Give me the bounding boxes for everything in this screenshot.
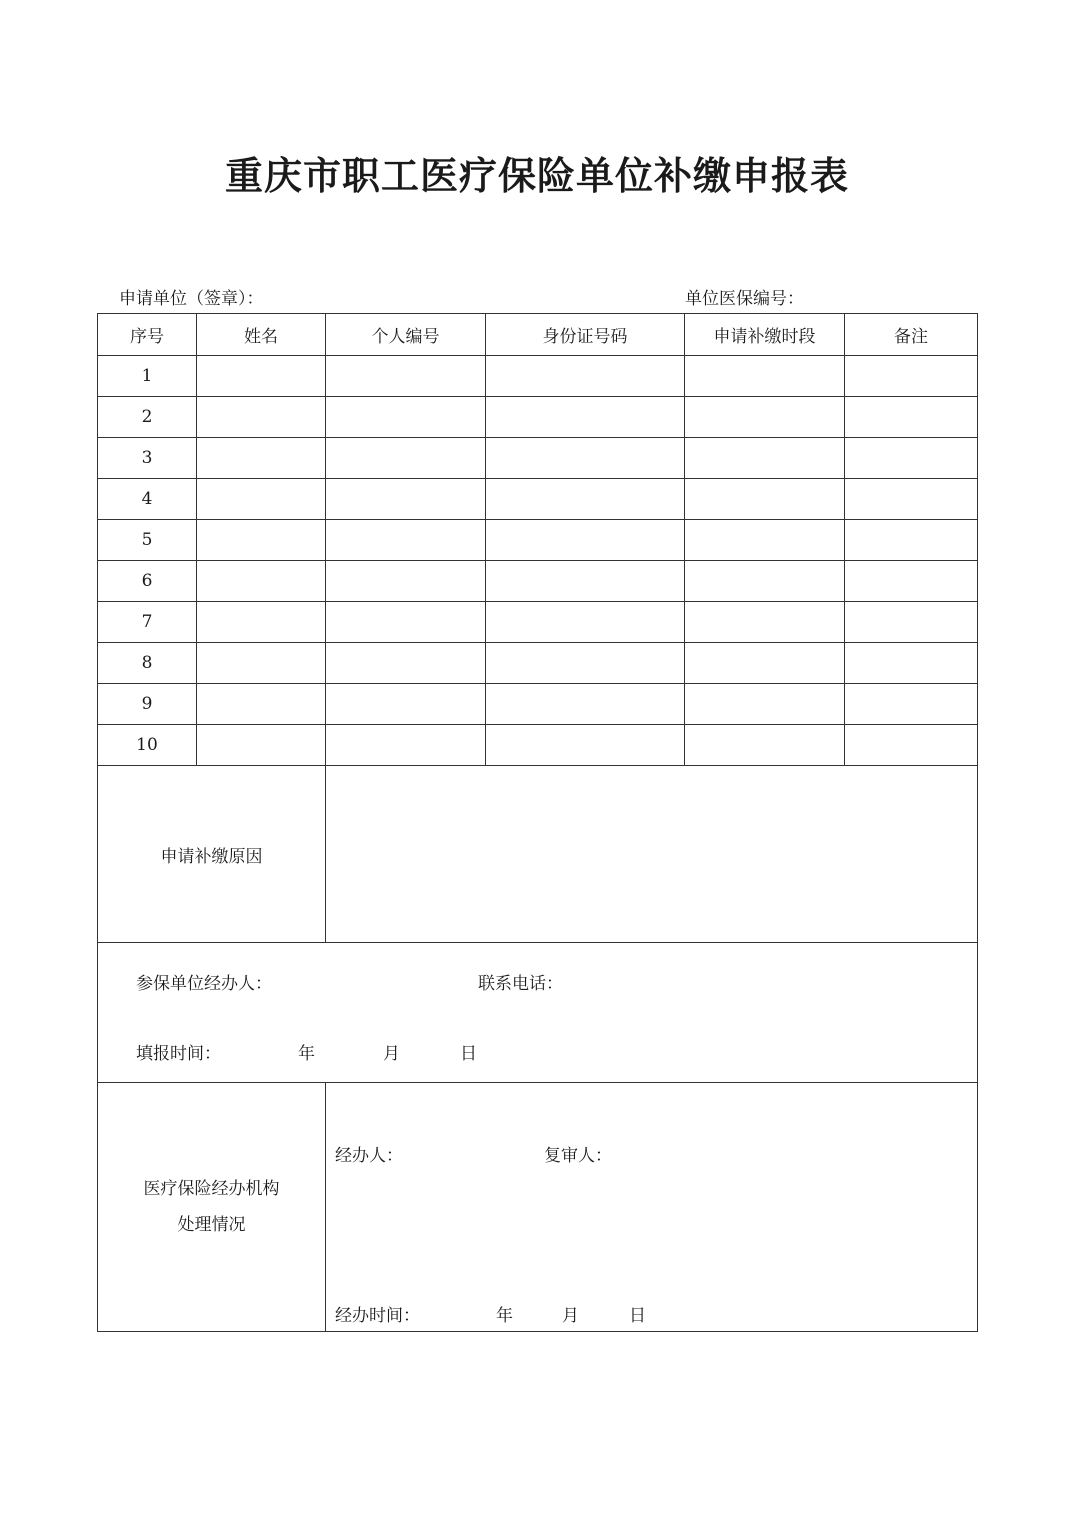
name-cell[interactable] (197, 356, 326, 397)
table-row (98, 438, 978, 479)
period-cell[interactable] (685, 561, 845, 602)
reviewer-label: 复审人： (544, 1146, 612, 1166)
table-row (98, 397, 978, 438)
unit-handler-label: 参保单位经办人： (136, 974, 272, 994)
name-cell[interactable] (197, 397, 326, 438)
agency-processing-cell[interactable] (326, 1083, 978, 1332)
personal-id-cell[interactable] (326, 561, 486, 602)
processing-day-label: 日 (629, 1306, 646, 1326)
reason-label: 申请补缴原因 (98, 766, 326, 943)
supplement-form-table (97, 313, 978, 1332)
personal-id-cell[interactable] (326, 520, 486, 561)
agency-label-cell (98, 1083, 326, 1332)
period-cell[interactable] (685, 684, 845, 725)
remarks-cell[interactable] (845, 602, 978, 643)
applicant-unit-label: 申请单位（签章）： (119, 289, 264, 309)
period-cell[interactable] (685, 397, 845, 438)
id-card-cell[interactable] (486, 438, 685, 479)
col-header-period: 申请补缴时段 (685, 314, 845, 356)
table-header-row (98, 314, 978, 356)
row-seq: 7 (98, 602, 197, 643)
table-row (98, 725, 978, 766)
row-seq: 5 (98, 520, 197, 561)
row-seq: 2 (98, 397, 197, 438)
applicant-info-cell[interactable] (98, 943, 978, 1083)
fill-day-label: 日 (460, 1044, 477, 1064)
table-row (98, 520, 978, 561)
period-cell[interactable] (685, 520, 845, 561)
name-cell[interactable] (197, 725, 326, 766)
name-cell[interactable] (197, 602, 326, 643)
id-card-cell[interactable] (486, 479, 685, 520)
name-cell[interactable] (197, 561, 326, 602)
remarks-cell[interactable] (845, 356, 978, 397)
personal-id-cell[interactable] (326, 643, 486, 684)
row-seq: 6 (98, 561, 197, 602)
reason-input-area[interactable] (326, 766, 978, 943)
remarks-cell[interactable] (845, 643, 978, 684)
remarks-cell[interactable] (845, 479, 978, 520)
id-card-cell[interactable] (486, 520, 685, 561)
table-row (98, 356, 978, 397)
contact-phone-label: 联系电话： (478, 974, 563, 994)
period-cell[interactable] (685, 438, 845, 479)
id-card-cell[interactable] (486, 356, 685, 397)
remarks-cell[interactable] (845, 397, 978, 438)
id-card-cell[interactable] (486, 602, 685, 643)
id-card-cell[interactable] (486, 561, 685, 602)
period-cell[interactable] (685, 356, 845, 397)
personal-id-cell[interactable] (326, 684, 486, 725)
agency-processing-row (98, 1083, 978, 1332)
period-cell[interactable] (685, 479, 845, 520)
name-cell[interactable] (197, 438, 326, 479)
name-cell[interactable] (197, 520, 326, 561)
fill-month-label: 月 (383, 1044, 400, 1064)
personal-id-cell[interactable] (326, 356, 486, 397)
form-title: 重庆市职工医疗保险单位补缴申报表 (224, 153, 849, 198)
processing-date-label: 经办时间： (335, 1306, 420, 1326)
processing-month-label: 月 (562, 1306, 579, 1326)
period-cell[interactable] (685, 643, 845, 684)
table-row (98, 643, 978, 684)
id-card-cell[interactable] (486, 684, 685, 725)
remarks-cell[interactable] (845, 561, 978, 602)
personal-id-cell[interactable] (326, 725, 486, 766)
id-card-cell[interactable] (486, 397, 685, 438)
table-row (98, 479, 978, 520)
name-cell[interactable] (197, 684, 326, 725)
remarks-cell[interactable] (845, 520, 978, 561)
unit-insurance-number-label: 单位医保编号： (685, 289, 804, 309)
row-seq: 8 (98, 643, 197, 684)
row-seq: 9 (98, 684, 197, 725)
remarks-cell[interactable] (845, 725, 978, 766)
row-seq: 4 (98, 479, 197, 520)
table-row (98, 684, 978, 725)
remarks-cell[interactable] (845, 438, 978, 479)
applicant-info-row (98, 943, 978, 1083)
col-header-seq: 序号 (98, 314, 197, 356)
remarks-cell[interactable] (845, 684, 978, 725)
personal-id-cell[interactable] (326, 397, 486, 438)
processing-year-label: 年 (496, 1306, 513, 1326)
row-seq: 1 (98, 356, 197, 397)
col-header-personal-id: 个人编号 (326, 314, 486, 356)
personal-id-cell[interactable] (326, 438, 486, 479)
agency-label-line2: 处理情况 (177, 1215, 246, 1235)
name-cell[interactable] (197, 643, 326, 684)
fill-date-label: 填报时间： (136, 1044, 221, 1064)
fill-year-label: 年 (298, 1044, 315, 1064)
row-seq: 10 (98, 725, 197, 766)
agency-handler-label: 经办人： (335, 1146, 403, 1166)
col-header-remarks: 备注 (845, 314, 978, 356)
col-header-id-card: 身份证号码 (486, 314, 685, 356)
reason-row (98, 766, 978, 943)
table-row (98, 602, 978, 643)
table-row (98, 561, 978, 602)
period-cell[interactable] (685, 602, 845, 643)
col-header-name: 姓名 (197, 314, 326, 356)
personal-id-cell[interactable] (326, 479, 486, 520)
id-card-cell[interactable] (486, 643, 685, 684)
row-seq: 3 (98, 438, 197, 479)
agency-label-line1: 医疗保险经办机构 (143, 1179, 280, 1199)
id-card-cell[interactable] (486, 725, 685, 766)
name-cell[interactable] (197, 479, 326, 520)
personal-id-cell[interactable] (326, 602, 486, 643)
period-cell[interactable] (685, 725, 845, 766)
